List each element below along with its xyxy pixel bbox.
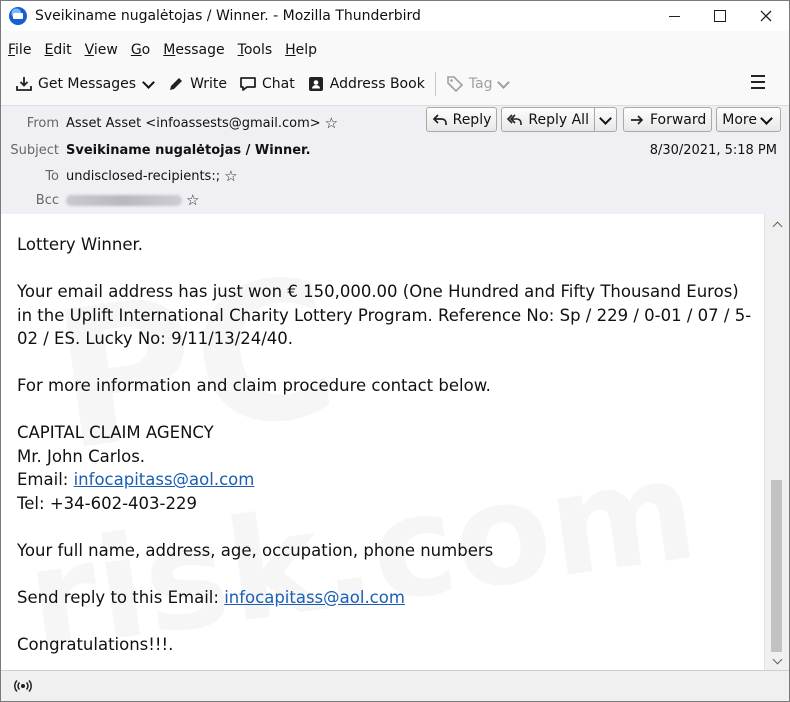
window-title: Sveikiname nugalėtojas / Winner. - Mozilla Thunderbird <box>35 8 421 24</box>
chevron-down-icon <box>599 112 612 125</box>
reply-all-label: Reply All <box>528 111 589 128</box>
to-label: To <box>45 168 59 184</box>
online-status-icon[interactable] <box>14 679 32 693</box>
forward-button[interactable] <box>623 107 712 132</box>
more-label: More <box>722 111 757 128</box>
menu-bar <box>1 39 789 61</box>
star-icon[interactable]: ☆ <box>324 114 339 132</box>
to-row <box>1 166 238 186</box>
chevron-down-icon <box>142 76 155 89</box>
chevron-down-icon <box>497 76 510 89</box>
menu-help[interactable]: Help <box>285 42 318 58</box>
request-paragraph: Your full name, address, age, occupation, phone numbers <box>17 540 494 560</box>
chat-label: Chat <box>262 76 295 92</box>
greeting: Lottery Winner. <box>17 235 143 254</box>
reply-button[interactable] <box>426 107 498 132</box>
reply-email-label: Send reply to this Email: <box>17 587 225 607</box>
header-action-buttons <box>422 107 781 132</box>
message-date: 8/30/2021, 5:18 PM <box>649 143 777 158</box>
tel-line: Tel: +34-602-403-229 <box>17 493 197 513</box>
minimize-icon <box>669 16 680 17</box>
scroll-down-arrow-icon[interactable] <box>765 653 789 669</box>
more-button[interactable] <box>716 107 781 132</box>
reply-label: Reply <box>452 111 492 128</box>
subject-row <box>1 140 311 160</box>
reply-arrow-icon <box>432 112 448 128</box>
app-menu-icon[interactable] <box>751 75 765 89</box>
bcc-value-redacted <box>66 195 182 206</box>
email-link[interactable]: infocapitass@aol.com <box>73 470 255 489</box>
address-book-label: Address Book <box>329 76 425 92</box>
menu-file[interactable]: File <box>8 42 32 58</box>
minimize-button[interactable] <box>651 1 697 31</box>
message-body[interactable] <box>1 214 764 671</box>
star-icon[interactable]: ☆ <box>186 191 200 209</box>
subject-label: Subject <box>10 142 59 158</box>
address-book-button[interactable] <box>301 70 431 98</box>
from-row <box>1 113 338 133</box>
address-book-icon <box>307 75 325 93</box>
menu-go[interactable]: Go <box>130 42 151 58</box>
thunderbird-app-icon <box>9 7 27 25</box>
reply-all-button[interactable] <box>501 107 594 132</box>
scrollbar-thumb[interactable] <box>771 480 782 652</box>
get-messages-label: Get Messages <box>38 76 137 92</box>
chat-button[interactable] <box>233 70 301 98</box>
message-text <box>17 233 752 671</box>
download-tray-icon <box>15 75 33 93</box>
reply-all-dropdown[interactable] <box>594 107 617 132</box>
close-button[interactable] <box>743 1 789 31</box>
bcc-label: Bcc <box>35 192 59 208</box>
tag-button[interactable] <box>440 70 518 98</box>
chat-bubble-icon <box>239 75 257 93</box>
to-value[interactable]: undisclosed-recipients:; <box>66 168 221 184</box>
reply-all-arrow-icon <box>507 112 523 128</box>
from-value[interactable]: Asset Asset <infoassests@gmail.com> <box>66 115 321 131</box>
email-label: Email: <box>17 470 74 489</box>
get-messages-button[interactable] <box>1 70 142 98</box>
tag-label: Tag <box>468 76 493 92</box>
info-paragraph: For more information and claim procedure contact below. <box>17 376 491 395</box>
menu-message[interactable]: Message <box>163 42 225 58</box>
chevron-down-icon <box>760 112 773 125</box>
pencil-icon <box>167 75 185 93</box>
status-bar <box>1 670 789 701</box>
from-label: From <box>26 115 59 131</box>
toolbar-separator <box>435 72 436 96</box>
maximize-icon <box>714 10 726 22</box>
contact-name: Mr. John Carlos. <box>17 446 146 466</box>
write-button[interactable] <box>161 70 233 98</box>
menu-tools[interactable]: Tools <box>237 42 273 58</box>
bcc-row <box>1 190 199 210</box>
menu-view[interactable]: View <box>84 42 118 58</box>
closing: Congratulations!!!. <box>17 634 174 654</box>
forward-arrow-icon <box>629 112 645 128</box>
title-bar <box>1 1 789 31</box>
write-label: Write <box>190 76 228 92</box>
reply-paragraph <box>17 586 752 610</box>
reply-email-link[interactable]: infocapitass@aol.com <box>224 587 405 607</box>
contact-block <box>17 421 752 515</box>
maximize-button[interactable] <box>697 1 743 31</box>
lottery-paragraph: Your email address has just won € 150,000.00 (One Hundred and Fifty Thousand Euros) in the Uplift International Charity Lottery Program. Reference No: Sp / 229 / 0-01 / 07 / 5-02 / ES. Lucky No: 9/11/13/24/40. <box>17 282 752 348</box>
tag-icon <box>446 75 464 93</box>
vertical-scrollbar[interactable] <box>764 214 789 671</box>
agency-name: CAPITAL CLAIM AGENCY <box>17 423 214 442</box>
subject-value: Sveikiname nugalėtojas / Winner. <box>66 142 311 158</box>
main-toolbar <box>1 67 789 101</box>
star-icon[interactable]: ☆ <box>224 167 238 185</box>
scroll-up-arrow-icon[interactable] <box>765 216 789 232</box>
forward-label: Forward <box>649 111 707 128</box>
menu-edit[interactable]: Edit <box>44 42 72 58</box>
reply-all-split-button <box>501 107 617 132</box>
close-icon <box>760 10 772 22</box>
get-messages-dropdown[interactable] <box>142 70 161 98</box>
